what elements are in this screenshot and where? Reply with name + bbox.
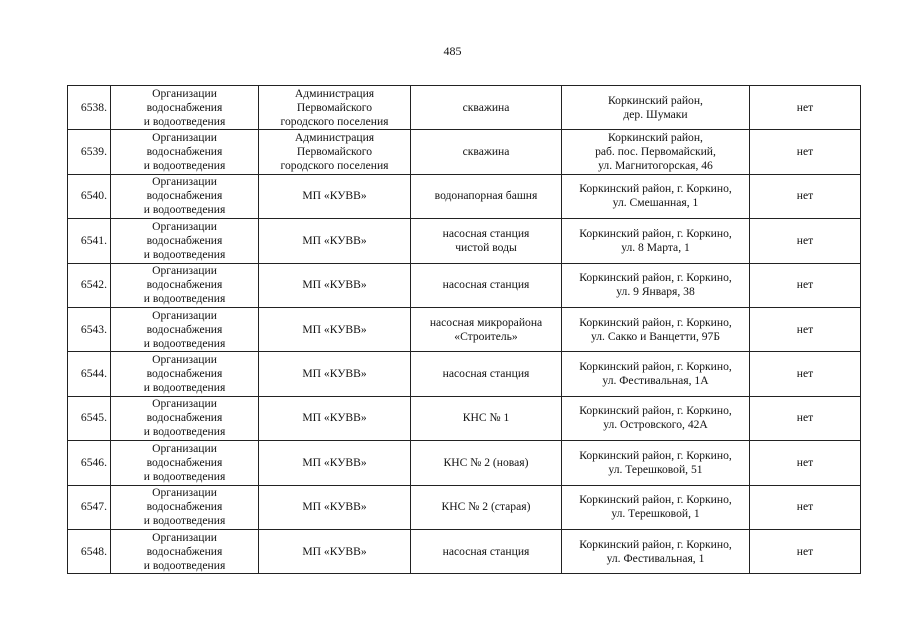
object-type-cell-text: водонапорная башня [434,189,538,203]
owner-cell [259,396,411,440]
owner-cell-text: МП «КУВВ» [302,278,367,292]
table-row [68,219,861,263]
object-type-cell [411,441,562,485]
category-cell-text: Организации водоснабжения и водоотведения [143,131,226,173]
registry-table [67,85,861,574]
owner-cell-text: МП «КУВВ» [302,233,367,247]
row-number [68,441,111,485]
row-number [68,219,111,263]
table-row [68,441,861,485]
address-cell [562,485,750,529]
table-row [68,263,861,307]
category-cell-text: Организации водоснабжения и водоотведения [143,264,226,306]
status-cell-text: нет [796,367,814,381]
address-cell [562,174,750,218]
registry-table-body [68,86,861,574]
status-cell-text: нет [796,278,814,292]
table-row [68,307,861,351]
row-number [68,485,111,529]
row-number-text: 6548. [80,544,107,558]
owner-cell [259,86,411,130]
row-number-text: 6547. [80,500,107,514]
row-number [68,529,111,573]
category-cell [111,529,259,573]
status-cell [750,529,861,573]
status-cell [750,130,861,174]
row-number [68,130,111,174]
object-type-cell-text: скважина [462,145,510,159]
page-number: 485 [443,44,462,58]
status-cell-text: нет [796,233,814,247]
address-cell [562,219,750,263]
object-type-cell-text: насосная станция [442,278,530,292]
category-cell [111,263,259,307]
category-cell-text: Организации водоснабжения и водоотведения [143,353,226,395]
category-cell-text: Организации водоснабжения и водоотведения [143,397,226,439]
table-row [68,174,861,218]
category-cell [111,441,259,485]
object-type-cell [411,485,562,529]
address-cell-text: Коркинский район, г. Коркино, ул. 9 Января, 38 [579,271,732,299]
status-cell-text: нет [796,411,814,425]
category-cell [111,130,259,174]
category-cell [111,396,259,440]
address-cell-text: Коркинский район, г. Коркино, ул. Сакко и Ванцетти, 97Б [579,315,732,343]
status-cell [750,263,861,307]
status-cell [750,396,861,440]
owner-cell-text: МП «КУВВ» [302,189,367,203]
row-number-text: 6546. [80,455,107,469]
row-number-text: 6541. [80,233,107,247]
table-row [68,352,861,396]
owner-cell [259,219,411,263]
status-cell [750,219,861,263]
category-cell [111,219,259,263]
category-cell [111,307,259,351]
address-cell-text: Коркинский район, г. Коркино, ул. Островского, 42А [579,404,732,432]
owner-cell-text: МП «КУВВ» [302,455,367,469]
category-cell-text: Организации водоснабжения и водоотведения [143,308,226,350]
object-type-cell-text: КНС № 2 (старая) [441,500,531,514]
address-cell [562,529,750,573]
owner-cell [259,529,411,573]
status-cell-text: нет [796,145,814,159]
status-cell [750,86,861,130]
table-row [68,86,861,130]
object-type-cell [411,307,562,351]
status-cell-text: нет [796,189,814,203]
address-cell-text: Коркинский район, г. Коркино, ул. Фестивальная, 1 [579,537,732,565]
address-cell [562,441,750,485]
owner-cell [259,441,411,485]
object-type-cell-text: насосная микрорайона «Строитель» [429,315,543,343]
owner-cell-text: МП «КУВВ» [302,367,367,381]
table-row [68,396,861,440]
category-cell-text: Организации водоснабжения и водоотведения [143,219,226,261]
row-number [68,263,111,307]
status-cell-text: нет [796,544,814,558]
row-number-text: 6542. [80,278,107,292]
object-type-cell [411,263,562,307]
status-cell-text: нет [796,500,814,514]
row-number-text: 6538. [80,100,107,114]
row-number [68,396,111,440]
owner-cell-text: МП «КУВВ» [302,322,367,336]
table-row [68,485,861,529]
table-row [68,130,861,174]
row-number [68,86,111,130]
object-type-cell [411,352,562,396]
row-number-text: 6539. [80,145,107,159]
row-number [68,352,111,396]
owner-cell-text: МП «КУВВ» [302,411,367,425]
object-type-cell [411,396,562,440]
status-cell [750,441,861,485]
category-cell-text: Организации водоснабжения и водоотведения [143,441,226,483]
object-type-cell [411,174,562,218]
owner-cell [259,174,411,218]
address-cell-text: Коркинский район, г. Коркино, ул. Терешковой, 1 [579,493,732,521]
address-cell-text: Коркинский район, г. Коркино, ул. Терешковой, 51 [579,448,732,476]
owner-cell-text: МП «КУВВ» [302,544,367,558]
row-number [68,307,111,351]
address-cell [562,396,750,440]
status-cell-text: нет [796,455,814,469]
row-number-text: 6545. [80,411,107,425]
table-row [68,529,861,573]
category-cell [111,352,259,396]
address-cell-text: Коркинский район, г. Коркино, ул. 8 Марта, 1 [579,226,732,254]
status-cell [750,485,861,529]
address-cell [562,130,750,174]
owner-cell [259,263,411,307]
object-type-cell-text: КНС № 2 (новая) [443,455,529,469]
address-cell-text: Коркинский район, раб. пос. Первомайский, ул. Магнитогорская, 46 [595,131,716,173]
address-cell [562,86,750,130]
status-cell [750,352,861,396]
category-cell [111,485,259,529]
category-cell [111,174,259,218]
row-number-text: 6543. [80,322,107,336]
owner-cell [259,485,411,529]
object-type-cell [411,529,562,573]
address-cell-text: Коркинский район, г. Коркино, ул. Фестивальная, 1А [579,360,732,388]
object-type-cell-text: насосная станция [442,367,530,381]
category-cell-text: Организации водоснабжения и водоотведения [143,175,226,217]
object-type-cell [411,130,562,174]
category-cell [111,86,259,130]
status-cell-text: нет [796,100,814,114]
status-cell-text: нет [796,322,814,336]
status-cell [750,307,861,351]
category-cell-text: Организации водоснабжения и водоотведения [143,530,226,572]
object-type-cell-text: КНС № 1 [462,411,510,425]
address-cell [562,352,750,396]
owner-cell [259,352,411,396]
row-number [68,174,111,218]
row-number-text: 6544. [80,367,107,381]
address-cell-text: Коркинский район, дер. Шумаки [608,93,703,121]
owner-cell-text: МП «КУВВ» [302,500,367,514]
object-type-cell-text: насосная станция [442,544,530,558]
owner-cell-text: Администрация Первомайского городского поселения [280,86,389,128]
address-cell [562,263,750,307]
object-type-cell-text: скважина [462,100,510,114]
row-number-text: 6540. [80,189,107,203]
category-cell-text: Организации водоснабжения и водоотведения [143,486,226,528]
object-type-cell [411,86,562,130]
address-cell-text: Коркинский район, г. Коркино, ул. Смешанная, 1 [579,182,732,210]
category-cell-text: Организации водоснабжения и водоотведения [143,86,226,128]
owner-cell [259,130,411,174]
object-type-cell [411,219,562,263]
status-cell [750,174,861,218]
address-cell [562,307,750,351]
owner-cell-text: Администрация Первомайского городского поселения [280,131,389,173]
owner-cell [259,307,411,351]
object-type-cell-text: насосная станция чистой воды [442,226,530,254]
